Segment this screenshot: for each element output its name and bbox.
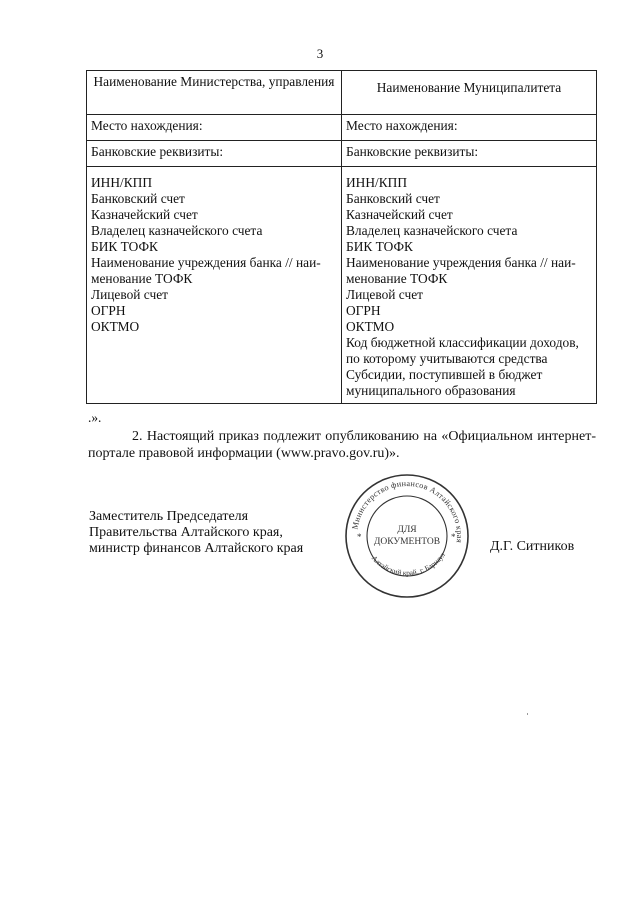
list-item: БИК ТОФК	[346, 239, 413, 254]
page-number: 3	[316, 46, 324, 61]
list-item: Казначейский счет	[346, 207, 453, 222]
list-item: Наименование учреждения банка // наи-	[91, 255, 321, 270]
list-item: ИНН/КПП	[91, 175, 153, 190]
requisites-left	[87, 167, 342, 404]
list-item: Лицевой счет	[346, 287, 424, 302]
list-item: Банковский счет	[346, 191, 440, 206]
signatory-name: Д.Г. Ситников	[490, 539, 575, 554]
list-item: БИК ТОФК	[91, 239, 158, 254]
requisites-table	[86, 70, 597, 404]
svg-text:*: *	[357, 532, 362, 542]
location-right: Место нахождения:	[342, 115, 597, 141]
list-item: ОГРН	[91, 303, 126, 318]
location-left: Место нахождения:	[87, 115, 342, 141]
position-line: Заместитель Председателя	[89, 509, 249, 524]
list-item: Наименование учреждения банка // наи-	[346, 255, 576, 270]
scan-speck	[527, 713, 528, 715]
position-line: министр финансов Алтайского края	[89, 541, 304, 556]
publication-paragraph: 2. Настоящий приказ подлежит опубликованию на «Официальном интернет-портале правовой информации (www.pravo.gov.ru)».	[88, 429, 596, 461]
list-item: Код бюджетной классификации доходов,	[346, 335, 579, 350]
table-row-bank-details	[87, 141, 597, 167]
list-item: менование ТОФК	[346, 271, 448, 286]
svg-text:*: *	[451, 532, 456, 542]
list-item: ОКТМО	[91, 319, 140, 334]
list-item: менование ТОФК	[91, 271, 193, 286]
table-header-row	[87, 71, 597, 115]
list-item: Субсидии, поступившей в бюджет	[346, 367, 543, 382]
stamp-outer-text: Министерство финансов Алтайского края	[350, 478, 465, 544]
table-row-requisites	[87, 167, 597, 404]
stamp-bottom-text: Алтайский край, г. Барнаул	[369, 550, 447, 578]
official-stamp	[343, 472, 471, 600]
list-item: Владелец казначейского счета	[346, 223, 518, 238]
stamp-center-line2: ДОКУМЕНТОВ	[373, 537, 441, 547]
list-item: Казначейский счет	[91, 207, 198, 222]
bank-details-left: Банковские реквизиты:	[87, 141, 342, 167]
signatory-position	[89, 509, 303, 557]
list-item: ОКТМО	[346, 319, 395, 334]
list-item: ИНН/КПП	[346, 175, 408, 190]
requisites-right	[342, 167, 597, 404]
stamp-seal-icon	[343, 472, 471, 600]
bank-details-right: Банковские реквизиты:	[342, 141, 597, 167]
position-line: Правительства Алтайского края,	[89, 525, 283, 540]
list-item: по которому учитываются средства	[346, 351, 548, 366]
svg-text:Алтайский край, г. Барнаул	[370, 550, 447, 577]
list-item: Банковский счет	[91, 191, 185, 206]
list-item: муниципального образования	[346, 383, 516, 398]
list-item: Владелец казначейского счета	[91, 223, 263, 238]
header-ministry: Наименование Министерства, управления	[87, 71, 342, 115]
closing-quote-mark: .».	[88, 410, 102, 425]
list-item: Лицевой счет	[91, 287, 169, 302]
list-item: ОГРН	[346, 303, 381, 318]
table-row-location	[87, 115, 597, 141]
header-municipality: Наименование Муниципалитета	[342, 71, 597, 115]
stamp-center-line1: ДЛЯ	[397, 525, 417, 535]
